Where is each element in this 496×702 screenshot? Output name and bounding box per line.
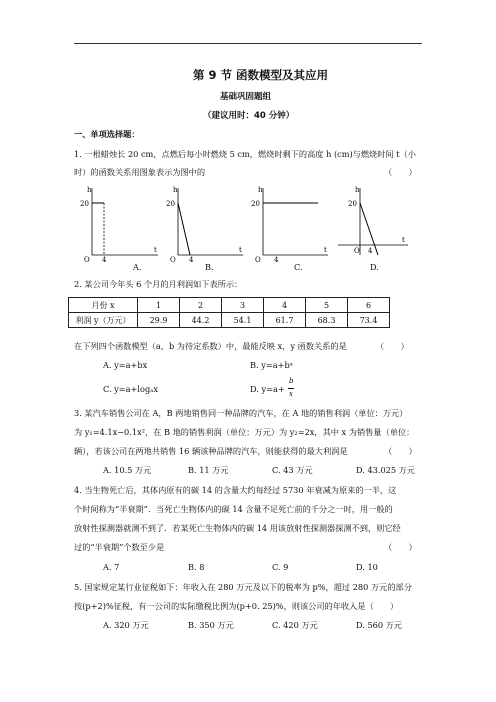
q1-paren: （ ） [384,167,417,177]
svg-text:h: h [87,186,92,194]
q2-intro: 2. 某公司今年头 6 个月的月利润如下表所示： [74,279,243,289]
page-title: 第 9 节 函数模型及其应用 [193,68,329,82]
q3-option-b: B. 11 万元 [188,465,229,475]
q4-option-a: A. 7 [103,562,120,572]
table-cell: 61.7 [264,313,306,328]
svg-text:h: h [258,186,263,194]
table-cell: 3 [222,298,264,313]
q5-line1: 5. 国家规定某行业征税如下：年收入在 280 万元及以下的税率为 p%，超过 280 万元的部分 [74,582,412,592]
q3-line2: 为 y₁=4.1x−0.1x²，在 B 地的销售利润（单位：万元）为 y₂=2x，其中 x 为销售量（单位： [74,427,415,437]
svg-text:O: O [84,256,90,263]
svg-text:4: 4 [102,256,107,263]
q4-option-b: B. 8 [188,562,205,572]
svg-text:20: 20 [80,200,89,208]
table-header-month: 月份 x [69,298,138,313]
q2-question: 在下列四个函数模型（a，b 为待定系数）中，最能反映 x，y 函数关系的是 [74,341,347,351]
graph-c [251,186,328,263]
q1-line1: 1. 一根蜡烛长 20 cm，点燃后每小时燃烧 5 cm，燃烧时剩下的高度 h (cm)与燃烧时间 t（小 [74,149,416,159]
table-row [69,313,390,328]
q5-option-d: D. 560 万元 [356,620,403,630]
table-cell: 5 [306,298,348,313]
q1-option-d: D. [370,262,379,272]
table-cell: 4 [264,298,306,313]
q3-paren: （ ） [384,446,417,456]
q2-option-d-denominator: x [289,390,293,398]
q3-line3: 辆），若该公司在两地共销售 16 辆该种品牌的汽车，则能获得的最大利润是 [74,446,348,456]
graph-b [166,186,243,263]
q1-option-b: B. [205,262,214,272]
table-cell: 54.1 [222,313,264,328]
table-row [69,298,390,313]
q2-option-c: C. y=a+logₐx [103,384,158,394]
svg-text:h: h [173,186,178,194]
q5-line2: 按(p+2)%征税，有一公司的实际缴税比例为(p+0. 25)%，则该公司的年收入是（ ） [74,601,399,611]
q1-option-a: A. [133,262,142,272]
q1-option-c: C. [294,262,303,272]
q2-option-d-numerator: b [289,377,294,385]
svg-text:t: t [324,246,327,254]
q2-paren: （ ） [376,341,409,351]
q2-option-d: D. y=a+ [250,384,285,394]
table-cell: 6 [348,298,390,313]
svg-text:t: t [239,246,242,254]
time-note: （建议用时：40 分钟） [203,111,295,121]
svg-text:O: O [354,247,360,255]
table-cell: 44.2 [180,313,222,328]
q3-option-d: D. 43.025 万元 [356,465,416,475]
q4-line3: 放射性探测器就测不到了．若某死亡生物体内的碳 14 用该放射性探测器探测不到，则它经 [74,523,401,533]
q4-line2: 个时间称为“半衰期”．当死亡生物体内的碳 14 含量不足死亡前的千分之一时，用一般的 [74,504,393,514]
q5-option-c: C. 420 万元 [272,620,318,630]
table-cell: 2 [180,298,222,313]
table-header-profit: 利润 y（万元） [69,313,138,328]
q2-option-a: A. y=a+bx [103,360,148,370]
q4-option-c: C. 9 [272,562,289,572]
svg-text:t: t [154,246,157,254]
q4-line1: 4. 当生物死亡后，其体内原有的碳 14 的含量大约每经过 5730 年衰减为原来的一半，这 [74,485,397,495]
q3-option-c: C. 43 万元 [272,465,313,475]
header-rule [74,43,422,44]
q5-option-b: B. 350 万元 [188,620,234,630]
graph-a [80,186,158,263]
svg-text:O: O [255,256,261,263]
q5-option-a: A. 320 万元 [103,620,149,630]
svg-text:20: 20 [348,200,357,208]
q4-line4: 过的“半衰期”个数至少是 [74,542,165,552]
q1-line2: 时）的函数关系用图象表示为图中的 [74,167,206,177]
svg-text:4: 4 [368,247,373,255]
table-cell: 1 [138,298,180,313]
table-cell: 29.9 [138,313,180,328]
svg-text:4: 4 [274,256,279,263]
q3-option-a: A. 10.5 万元 [103,465,152,475]
graph-d [338,186,408,255]
svg-text:20: 20 [166,200,175,208]
q1-graphs [78,185,408,263]
table-cell: 68.3 [306,313,348,328]
svg-text:h: h [355,186,360,194]
svg-text:20: 20 [251,200,260,208]
svg-text:t: t [402,236,405,244]
section-heading: 一、单项选择题： [74,129,140,139]
q4-paren: （ ） [384,542,417,552]
q3-line1: 3. 某汽车销售公司在 A，B 两地销售同一种品牌的汽车，在 A 地的销售利润（单位：万元） [74,408,408,418]
q4-option-d: D. 10 [356,562,378,572]
svg-text:4: 4 [189,256,194,263]
table-cell: 73.4 [348,313,390,328]
subtitle: 基础巩固题组 [220,92,272,102]
q2-option-b: B. y=a+bˣ [250,360,294,370]
profit-table [68,297,390,328]
svg-text:O: O [170,256,176,263]
